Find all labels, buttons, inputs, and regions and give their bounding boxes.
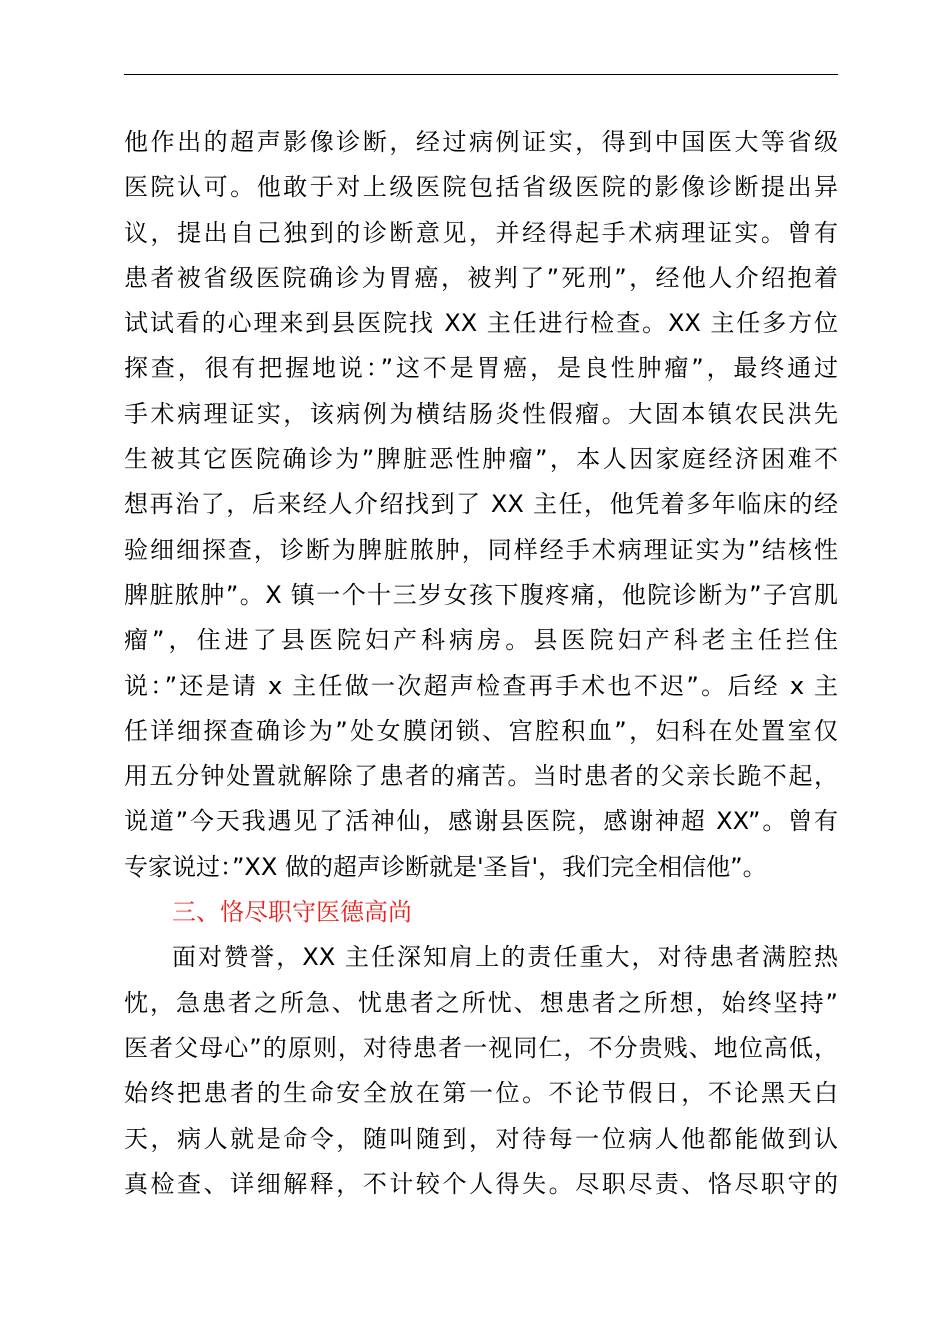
- text-line: 说：”还是请 x 主任做一次超声检查再手术也不迟”。后经 x 主: [124, 671, 838, 700]
- text-line: 手术病理证实，该病例为横结肠炎性假瘤。大固本镇农民洪先: [124, 399, 838, 428]
- paragraph-2: [124, 935, 838, 1207]
- text-line: 验细细探查，诊断为脾脏脓肿，同样经手术病理证实为”结核性: [124, 535, 838, 564]
- text-line: 忱，急患者之所急、忧患者之所忧、想患者之所想，始终坚持”: [124, 988, 838, 1017]
- text-line: 用五分钟处置就解除了患者的痛苦。当时患者的父亲长跪不起，: [124, 762, 838, 791]
- text-line: 医者父母心”的原则，对待患者一视同仁，不分贵贱、地位高低，: [124, 1033, 838, 1062]
- text-line: 生被其它医院确诊为”脾脏恶性肿瘤”，本人因家庭经济困难不: [124, 445, 838, 474]
- text-line: 试试看的心理来到县医院找 XX 主任进行检查。XX 主任多方位: [124, 309, 838, 338]
- section-heading: 三、恪尽职守医德高尚: [172, 898, 412, 927]
- document-body: [124, 120, 838, 1207]
- text-line: 天，病人就是命令，随叫随到，对待每一位病人他都能做到认: [124, 1124, 838, 1153]
- paragraph-1: [124, 120, 838, 890]
- text-line: 面对赞誉，XX 主任深知肩上的责任重大，对待患者满腔热: [172, 943, 838, 972]
- text-line: 想再治了，后来经人介绍找到了 XX 主任，他凭着多年临床的经: [124, 490, 838, 519]
- text-line: 始终把患者的生命安全放在第一位。不论节假日，不论黑天白: [124, 1079, 838, 1108]
- header-rule: [124, 74, 838, 75]
- text-line: 说道”今天我遇见了活神仙，感谢县医院，感谢神超 XX”。曾有: [124, 807, 838, 836]
- text-line: 医院认可。他敢于对上级医院包括省级医院的影像诊断提出异: [124, 173, 838, 202]
- text-line: 真检查、详细解释，不计较个人得失。尽职尽责、恪尽职守的: [124, 1169, 838, 1198]
- text-line: 患者被省级医院确诊为胃癌，被判了”死刑”，经他人介绍抱着: [124, 263, 838, 292]
- text-line: 脾脏脓肿”。X 镇一个十三岁女孩下腹疼痛，他院诊断为”子宫肌: [124, 580, 838, 609]
- text-line: 议，提出自己独到的诊断意见，并经得起手术病理证实。曾有: [124, 218, 838, 247]
- text-line: 探查，很有把握地说：”这不是胃癌，是良性肿瘤”，最终通过: [124, 354, 838, 383]
- text-line: 瘤”，住进了县医院妇产科病房。县医院妇产科老主任拦住: [124, 626, 838, 655]
- text-line: 他作出的超声影像诊断，经过病例证实，得到中国医大等省级: [124, 128, 838, 156]
- text-line: 任详细探查确诊为”处女膜闭锁、宫腔积血”，妇科在处置室仅: [124, 716, 838, 745]
- text-line: 专家说过：”XX 做的超声诊断就是'圣旨'，我们完全相信他”。: [124, 852, 767, 881]
